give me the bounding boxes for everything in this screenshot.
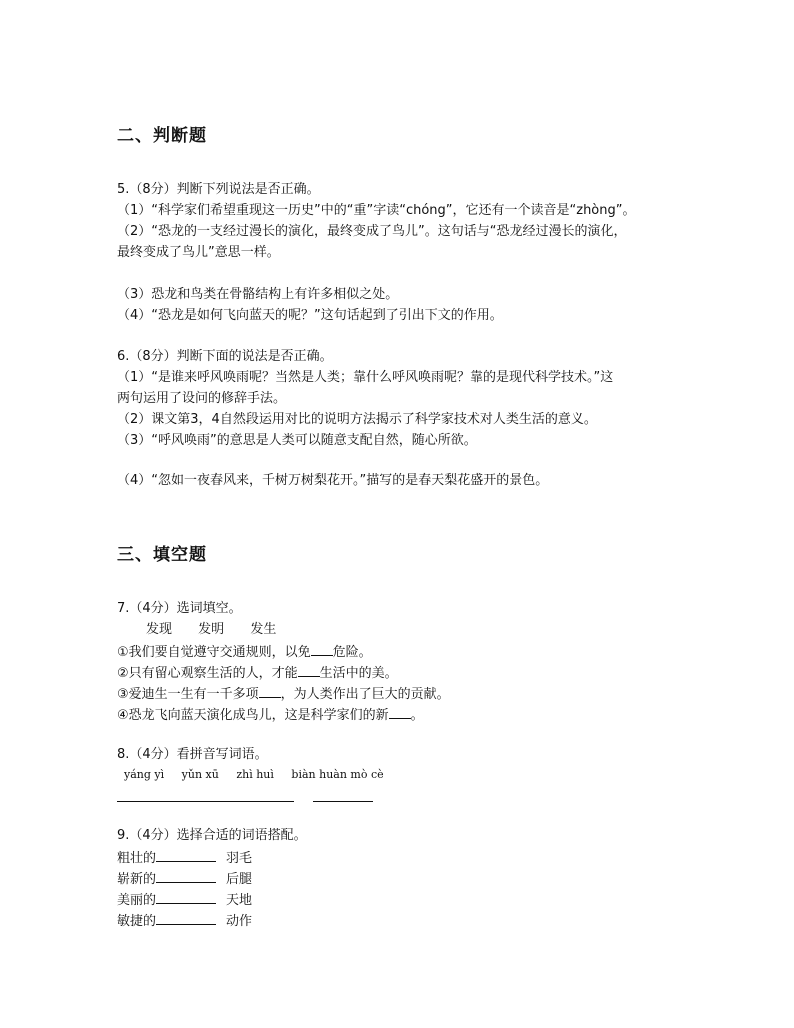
q7-item-3-blank[interactable] (259, 683, 281, 698)
q6-item-4: （4）“忽如一夜春风来，千树万树梨花开。”描写的是春天梨花盛开的景色。 (117, 473, 549, 488)
q8-pinyin-2: yǔn xū (181, 768, 219, 781)
q6-stem: 6.（8分）判断下面的说法是否正确。 (117, 349, 333, 364)
q7-item-2-tail: 生活中的美。 (319, 666, 398, 681)
q5-item-2-cont: 最终变成了鸟儿”意思一样。 (117, 245, 280, 260)
q9-row-1-left: 粗壮的 (117, 851, 157, 866)
q5-item-4: （4）“恐龙是如何飞向蓝天的呢？”这句话起到了引出下文的作用。 (117, 308, 503, 323)
q7-item-2-blank[interactable] (298, 662, 320, 677)
q9-row-3-right: 天地 (226, 893, 253, 908)
q7-item-3 (117, 683, 450, 705)
q6-item-1-cont: 两句运用了设问的修辞手法。 (117, 391, 287, 406)
q9-row (117, 868, 252, 890)
q8-pinyin-1: yáng yì (124, 768, 165, 781)
q7-item-1-text: ①我们要自觉遵守交通规则，以免 (117, 645, 311, 660)
q7-item-2 (117, 662, 398, 684)
q9-row-4-blank[interactable] (156, 910, 216, 925)
q7-item-3-tail: ，为人类作出了巨大的贡献。 (280, 687, 450, 702)
q5-item-3: （3）恐龙和鸟类在骨骼结构上有许多相似之处。 (117, 287, 399, 302)
q5-stem: 5.（8分）判断下列说法是否正确。 (117, 182, 320, 197)
q7-item-1-tail: 危险。 (332, 645, 372, 660)
q9-row-4-right: 动作 (226, 914, 253, 929)
q8-pinyin-3: zhì huì (236, 768, 274, 781)
q9-row-2-blank[interactable] (156, 868, 216, 883)
q9-row-3-left: 美丽的 (117, 893, 157, 908)
q6-item-1: （1）“是谁来呼风唤雨呢？当然是人类；靠什么呼风唤雨呢？靠的是现代科学技术。”这 (117, 370, 614, 385)
q8-pinyin-4: biàn huàn mò cè (291, 768, 384, 781)
q7-item-1-blank[interactable] (311, 641, 333, 656)
q6-item-3: （3）“呼风唤雨”的意思是人类可以随意支配自然，随心所欲。 (117, 433, 477, 448)
q8-answer-line-1[interactable] (117, 801, 294, 802)
q7-item-4-text: ④恐龙飞向蓝天演化成鸟儿，这是科学家们的新 (117, 708, 389, 723)
q9-row (117, 889, 252, 911)
q9-row-4-left: 敏捷的 (117, 914, 157, 929)
q7-item-4 (117, 704, 424, 726)
q7-item-1 (117, 641, 372, 663)
q7-item-2-text: ②只有留心观察生活的人，才能 (117, 666, 298, 681)
q9-row-3-blank[interactable] (156, 889, 216, 904)
q8-pinyin-row (124, 768, 398, 781)
q7-option-3: 发生 (250, 622, 277, 637)
q9-row-2-left: 崭新的 (117, 872, 157, 887)
q7-option-2: 发明 (198, 622, 225, 637)
q7-stem: 7.（4分）选词填空。 (117, 601, 242, 616)
q9-row (117, 910, 252, 932)
q5-item-2: （2）“恐龙的一支经过漫长的演化，最终变成了鸟儿”。这句话与“恐龙经过漫长的演化， (117, 224, 627, 239)
q7-option-1: 发现 (146, 622, 173, 637)
q9-row-2-right: 后腿 (226, 872, 253, 887)
q7-item-4-tail: 。 (410, 708, 424, 723)
q9-row-1-right: 羽毛 (226, 851, 253, 866)
q7-item-4-blank[interactable] (389, 704, 411, 719)
q5-item-1: （1）“科学家们希望重现这一历史”中的“重”字读“chóng”，它还有一个读音是“zhòng”。 (117, 203, 636, 218)
q6-item-2: （2）课文第3，4自然段运用对比的说明方法揭示了科学家技术对人类生活的意义。 (117, 412, 597, 427)
q9-stem: 9.（4分）选择合适的词语搭配。 (117, 828, 307, 843)
q7-word-options (146, 620, 298, 640)
section-title-fill-in: 三、填空题 (117, 545, 207, 565)
q8-stem: 8.（4分）看拼音写词语。 (117, 747, 268, 762)
section-title-judgement: 二、判断题 (117, 126, 207, 146)
q7-item-3-text: ③爱迪生一生有一千多项 (117, 687, 259, 702)
q9-row-1-blank[interactable] (156, 847, 216, 862)
q9-row (117, 847, 252, 869)
q8-answer-line-2[interactable] (313, 801, 373, 802)
